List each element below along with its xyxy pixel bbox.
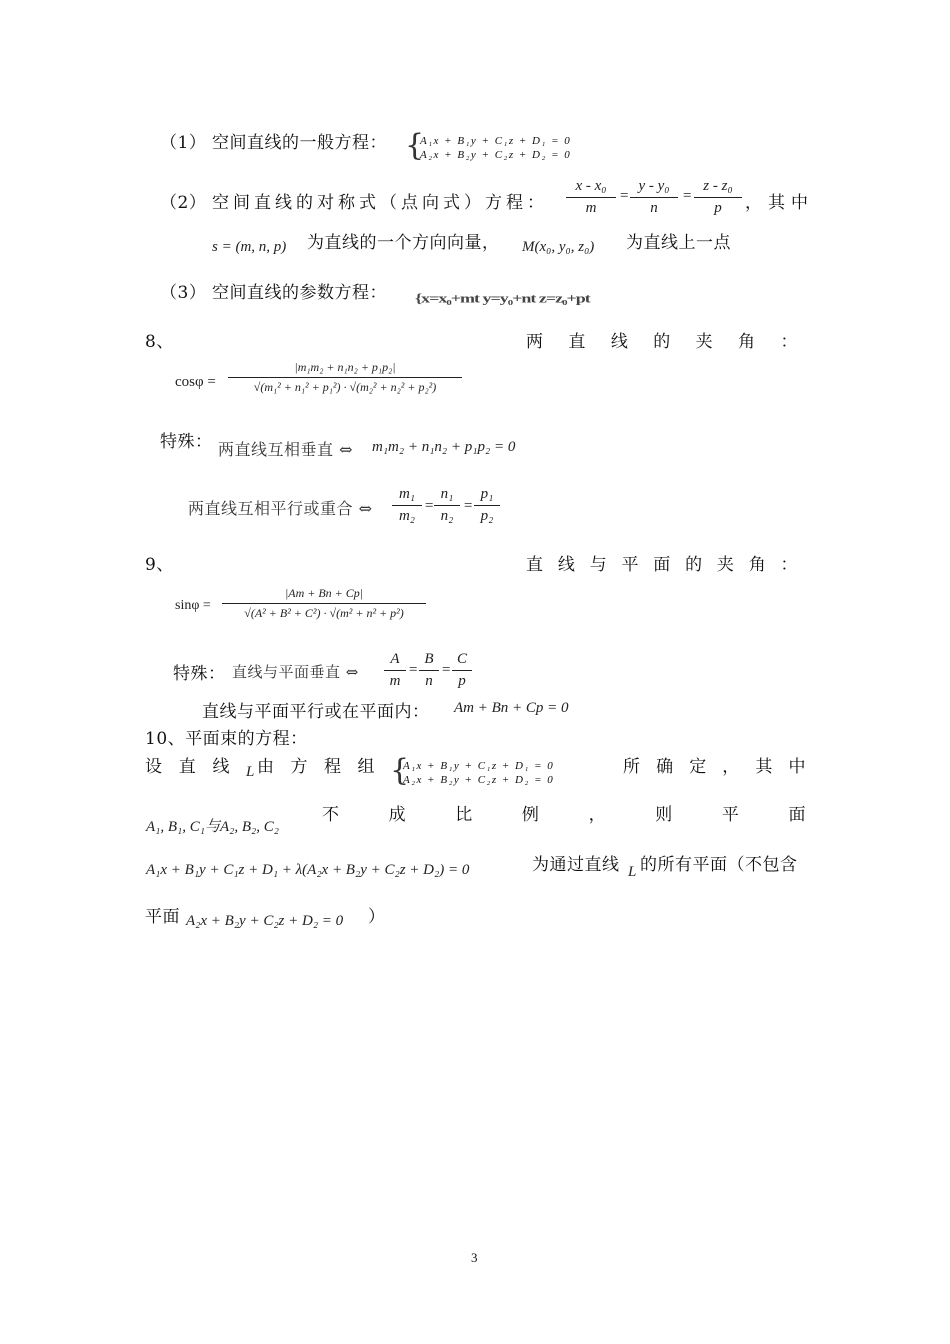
fraction-denominator: m xyxy=(585,200,597,216)
line-plane-parallel-equation: Am + Bn + Cp = 0 xyxy=(454,700,569,716)
perpendicular-lines-text: 两直线互相垂直 ⇔ xyxy=(218,440,353,459)
fraction-denominator: m xyxy=(389,673,401,689)
text-char: 直 xyxy=(178,757,197,777)
text-char: 其 xyxy=(755,757,773,777)
text-char: 组 xyxy=(357,757,375,777)
symmetric-fraction-z xyxy=(694,178,742,217)
text-char: 不 xyxy=(322,805,340,825)
fraction-denominator: √(m₁² + n₁² + p₁²) · √(m₂² + n₂² + p₂²) xyxy=(253,380,437,394)
direction-vector: s = (m, n, p) xyxy=(212,239,287,255)
line-symbol-l: L xyxy=(628,864,637,880)
fraction-denominator: m₂ xyxy=(398,508,416,524)
parallel-fraction-n xyxy=(434,486,460,525)
fraction-denominator: p xyxy=(714,200,722,216)
fraction-numerator: m₁ xyxy=(398,486,416,502)
title-char: ： xyxy=(780,555,798,575)
fraction-denominator: p₂ xyxy=(480,508,494,524)
page-number: 3 xyxy=(471,1250,478,1265)
text-char: 程 xyxy=(324,757,342,777)
brace-icon: { xyxy=(405,128,425,163)
item-3-label: （3） xyxy=(160,283,207,303)
text-char: 确 xyxy=(656,757,674,777)
text-char: 则 xyxy=(655,805,673,825)
section-8-special: 特殊： xyxy=(160,432,213,452)
text-char: 例 xyxy=(521,805,540,825)
text-char: 定 xyxy=(689,757,707,777)
fraction-numerator: |m₁m₂ + n₁n₂ + p₁p₂| xyxy=(294,360,396,374)
perpendicular-lines-equation: m₁m₂ + n₁n₂ + p₁p₂ = 0 xyxy=(372,439,516,455)
item-1-text: 空间直线的一般方程： xyxy=(212,133,387,153)
section-9-number: 9、 xyxy=(145,555,174,575)
title-char: 直 xyxy=(526,555,544,575)
point-on-line: M(x₀, y₀, z₀) xyxy=(522,239,595,255)
fraction-denominator: n₂ xyxy=(440,508,454,524)
plane-pencil-equation: A₁x + B₁y + C₁z + D₁ + λ(A₂x + B₂y + C₂z + D₂) = 0 xyxy=(146,862,470,878)
text-char: 所 xyxy=(623,757,641,777)
fraction-numerator: B xyxy=(424,651,434,667)
system-eq-1: A₁x + B₁y + C₁z + D₁ = 0 xyxy=(420,135,572,147)
fraction-numerator: y - y₀ xyxy=(638,178,670,194)
sin-angle-formula xyxy=(222,586,426,621)
equals-sign: = xyxy=(424,498,435,514)
system-eq-2: A₂x + B₂y + C₂z + D₂ = 0 xyxy=(403,774,555,786)
text-char: 平 xyxy=(721,805,740,825)
equals-sign: = xyxy=(408,662,419,678)
fraction-numerator: |Am + Bn + Cp| xyxy=(284,586,364,600)
fraction-numerator: A xyxy=(390,651,400,667)
perpendicular-fraction-a xyxy=(384,651,406,690)
item-1-label: （1） xyxy=(160,133,207,153)
cos-lhs: cosφ = xyxy=(175,374,216,390)
line-plane-parallel-text: 直线与平面平行或在平面内： xyxy=(202,702,430,722)
item-2-tail: ，其中 xyxy=(745,193,814,213)
symmetric-fraction-x xyxy=(566,178,616,217)
title-char: 平 xyxy=(621,555,639,575)
title-char: 的 xyxy=(653,332,671,352)
title-char: 角 xyxy=(738,332,756,352)
fraction-denominator: n xyxy=(425,673,433,689)
item-2-text: 空间直线的对称式（点向式）方程： xyxy=(212,193,548,213)
brace-icon: { xyxy=(390,753,410,788)
title-char: 线 xyxy=(610,332,629,352)
fraction-denominator: n xyxy=(650,200,658,216)
equals-sign: = xyxy=(463,498,474,514)
fraction-numerator: x - x₀ xyxy=(575,178,607,194)
section-10-title: 10、平面束的方程： xyxy=(145,729,308,749)
item-2-label: （2） xyxy=(160,193,207,213)
point-on-line-text: 为直线上一点 xyxy=(626,233,731,253)
text-char: 线 xyxy=(212,757,230,777)
parallel-fraction-m xyxy=(392,486,422,525)
cos-angle-formula xyxy=(228,360,462,395)
sec10-line1-mid xyxy=(257,752,375,777)
excluded-plane-equation: A₂x + B₂y + C₂z + D₂ = 0 xyxy=(186,913,344,929)
equals-sign: = xyxy=(619,188,630,204)
text-char: 设 xyxy=(145,757,163,777)
plane-pencil-text-1: 为通过直线 xyxy=(532,855,620,875)
line-plane-perpendicular-text: 直线与平面垂直 ⇔ xyxy=(232,663,359,681)
fraction-denominator: p xyxy=(458,673,466,689)
item-3-text: 空间直线的参数方程： xyxy=(212,283,387,303)
fraction-numerator: z - z₀ xyxy=(703,178,733,194)
title-char: 线 xyxy=(557,555,576,575)
parallel-fraction-p xyxy=(474,486,500,525)
sec10-line2-text xyxy=(322,800,806,825)
perpendicular-fraction-b xyxy=(419,651,439,690)
title-char: 面 xyxy=(653,555,671,575)
closing-paren: ） xyxy=(368,907,386,927)
plane-pencil-text-3: 平面 xyxy=(145,907,180,927)
parallel-lines-text: 两直线互相平行或重合 ⇔ xyxy=(188,499,373,518)
system-eq-1: A₁x + B₁y + C₁z + D₁ = 0 xyxy=(403,760,555,772)
sec10-line1-start xyxy=(145,752,230,777)
title-char: 夹 xyxy=(716,555,735,575)
fraction-numerator: n₁ xyxy=(440,486,454,502)
title-char: 夹 xyxy=(695,332,714,352)
title-char: ： xyxy=(780,332,798,352)
symmetric-fraction-y xyxy=(630,178,678,217)
section-9-title xyxy=(526,550,798,575)
equals-sign: = xyxy=(682,188,693,204)
sin-lhs: sinφ = xyxy=(175,598,211,613)
fraction-denominator: √(A² + B² + C²) · √(m² + n² + p²) xyxy=(244,606,404,620)
system-eq-2: A₂x + B₂y + C₂z + D₂ = 0 xyxy=(420,149,572,161)
direction-vector-text: 为直线的一个方向向量， xyxy=(307,233,500,253)
line-symbol-l: L xyxy=(246,764,255,780)
section-8-title xyxy=(526,327,798,352)
text-char: 中 xyxy=(788,757,806,777)
title-char: 两 xyxy=(526,332,544,352)
text-char: 面 xyxy=(788,805,806,825)
title-char: 直 xyxy=(568,332,586,352)
title-char: 与 xyxy=(589,555,608,575)
text-char: 比 xyxy=(455,805,473,825)
text-char: 成 xyxy=(388,805,407,825)
plane-pencil-text-2: 的所有平面（不包含 xyxy=(640,855,798,875)
text-char: 方 xyxy=(290,757,308,777)
fraction-numerator: p₁ xyxy=(480,486,494,502)
equals-sign: = xyxy=(441,662,452,678)
text-char: ， xyxy=(722,757,740,777)
text-char: 由 xyxy=(257,757,275,777)
text-char: ， xyxy=(588,805,607,825)
section-8-number: 8、 xyxy=(145,332,174,352)
title-char: 角 xyxy=(748,555,767,575)
title-char: 的 xyxy=(685,555,703,575)
section-9-special: 特殊： xyxy=(173,664,226,684)
perpendicular-fraction-c xyxy=(452,651,472,690)
fraction-numerator: C xyxy=(456,651,467,667)
sec10-line1-tail xyxy=(623,752,806,777)
coefficients-math: A₁, B₁, C₁与A₂, B₂, C₂ xyxy=(146,819,279,835)
parametric-equation-image: {x=x₀+mt y=y₀+nt z=z₀+pt xyxy=(415,291,590,306)
